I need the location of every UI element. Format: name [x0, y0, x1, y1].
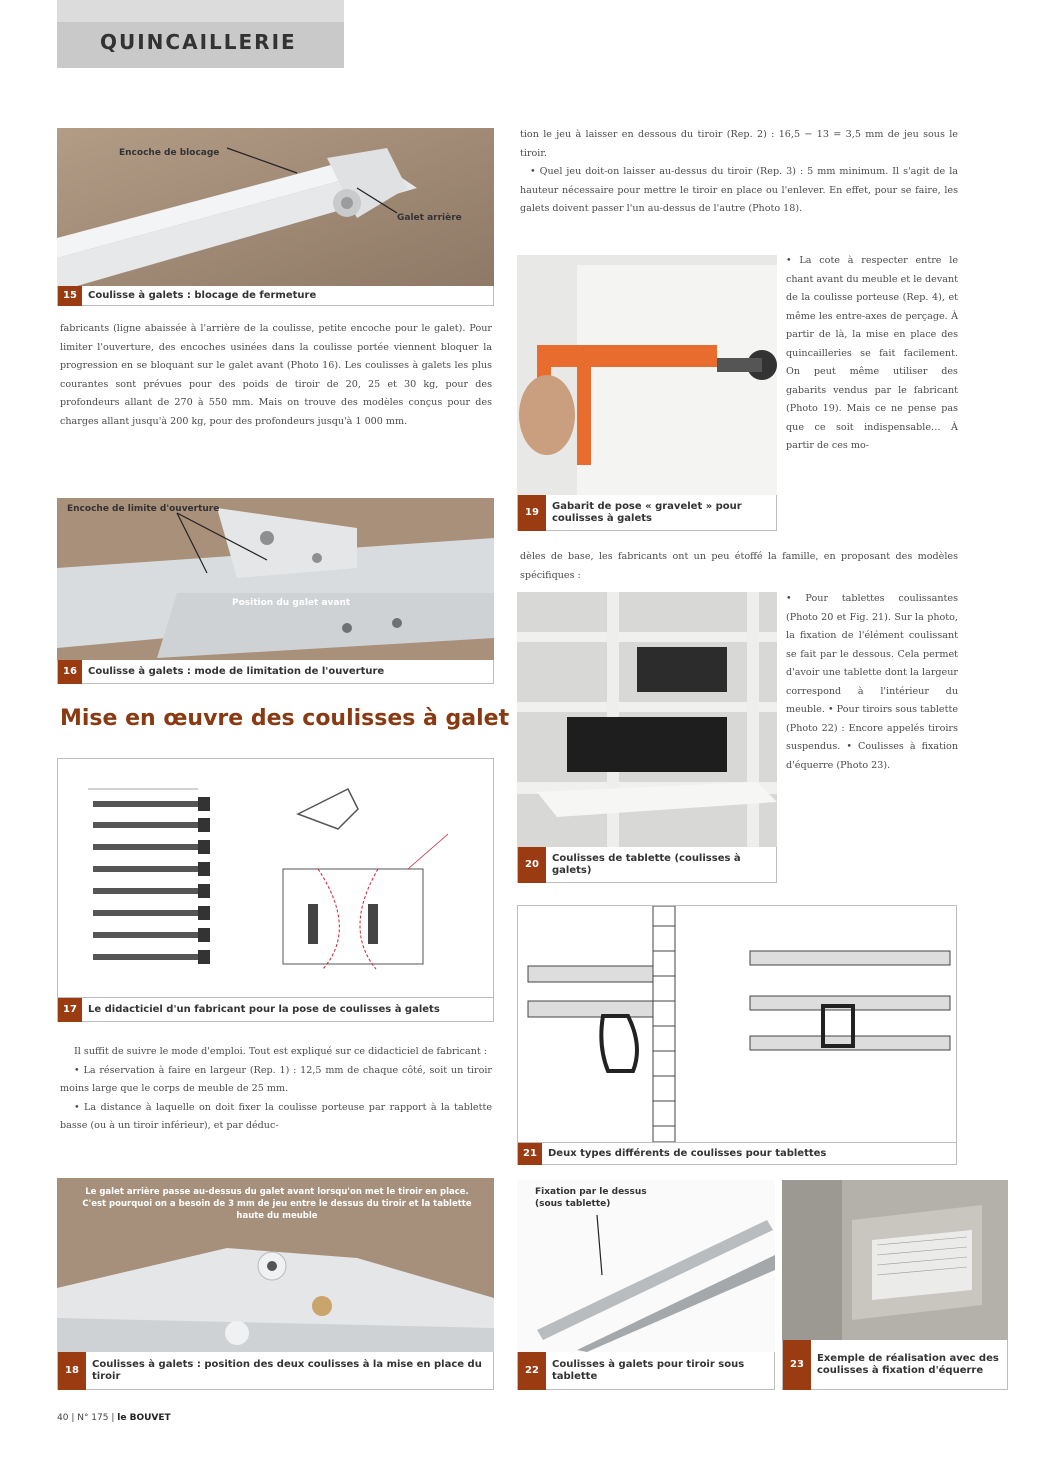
figure-number: 16 — [58, 660, 82, 684]
label-position-galet: Position du galet avant — [232, 598, 351, 608]
overlay-text: Le galet arrière passe au-dessus du galet avant lorsqu'on met le tiroir en place. C'est pourquoi on a besoin de 3 mm de jeu entre le dessus du tiroir et la tablette haute du meuble — [82, 1187, 472, 1221]
issue-number: N° 175 — [77, 1413, 109, 1423]
paragraph: tion le jeu à laisser en dessous du tiroir (Rep. 2) : 16,5 − 13 = 3,5 mm de jeu sous le tiroir. — [520, 129, 958, 159]
caption-18 — [57, 1352, 494, 1390]
section-title: Mise en œuvre des coulisses à galet — [60, 706, 510, 731]
caption-text: Le didacticiel d'un fabricant pour la pose de coulisses à galets — [88, 1003, 440, 1015]
caption-19 — [517, 495, 777, 531]
caption-17 — [57, 998, 494, 1022]
right-text-2 — [786, 252, 958, 456]
caption-text: Coulisse à galets : blocage de fermeture — [88, 289, 317, 301]
label-galet-arriere: Galet arrière — [397, 213, 462, 223]
paragraph: • La distance à laquelle on doit fixer la coulisse porteuse par rapport à la tablette basse (ou à un tiroir inférieur), et par déduc- — [60, 1101, 492, 1131]
figure-number: 22 — [518, 1352, 546, 1390]
caption-16 — [57, 660, 494, 684]
page-footer: 40 | N° 175 | le BOUVET — [57, 1413, 171, 1423]
paragraph: • Pour tablettes coulissantes (Photo 20 et Fig. 21). Sur la photo, la fixation de l'élément coulissant se fait par le dessous. Cela permet d'avoir une tablette dont la largeur correspond à l'intérieur du meuble. • Pour tiroirs sous tablette (Photo 22) : Encore appelés tiroirs suspendus. • Coulisses à fixation d'équerre (Photo 23). — [786, 593, 958, 771]
figure-number: 23 — [783, 1340, 811, 1390]
right-text-4 — [786, 590, 958, 775]
caption-text: Coulisse à galets : mode de limitation de l'ouverture — [88, 665, 385, 677]
photo-23 — [782, 1180, 1008, 1340]
caption-text: Coulisses à galets pour tiroir sous tablette — [552, 1358, 745, 1382]
photo-22 — [517, 1180, 775, 1352]
paragraph: dèles de base, les fabricants ont un peu étoffé la famille, en proposant des modèles spécifiques : — [520, 551, 958, 581]
figure-number: 21 — [518, 1143, 542, 1165]
photo-15 — [57, 128, 494, 286]
label-fixation-dessus: Fixation par le dessus (sous tablette) — [535, 1187, 647, 1209]
figure-number: 18 — [58, 1352, 86, 1390]
figure-21-diagram — [517, 905, 957, 1143]
label-encoche-limite: Encoche de limite d'ouverture — [67, 504, 220, 514]
photo-16 — [57, 498, 494, 660]
paragraph: fabricants (ligne abaissée à l'arrière de la coulisse, petite encoche pour le galet). Pour limiter l'ouverture, des encoches usinées dans la coulisse portée viennent bloquer la progression en se bloquant sur le galet avant (Photo 16). Les coulisses à galets les plus courantes sont prévues pour des poids de tiroir de 20, 25 et 30 kg, pour des profondeurs allant de 270 à 550 mm. Mais on trouve des modèles conçus pour des charges allant jusqu'à 200 kg, pour des profondeurs jusqu'à 1 000 mm. — [60, 323, 492, 427]
paragraph: Il suffit de suivre le mode d'emploi. Tout est expliqué sur ce didacticiel de fabricant : — [74, 1046, 488, 1057]
magazine-brand: le BOUVET — [117, 1413, 171, 1423]
paragraph: • La réservation à faire en largeur (Rep. 1) : 12,5 mm de chaque côté, soit un tiroir moins large que le corps de meuble de 25 mm. — [60, 1064, 492, 1094]
left-text-1 — [60, 320, 492, 431]
figure-number: 17 — [58, 998, 82, 1022]
left-text-2 — [60, 1043, 492, 1136]
figure-number: 20 — [518, 847, 546, 883]
caption-15 — [57, 286, 494, 306]
photo-18 — [57, 1178, 494, 1352]
label-encoche-blocage: Encoche de blocage — [119, 148, 220, 158]
caption-text: Coulisses de tablette (coulisses à galets) — [552, 852, 741, 876]
caption-text: Deux types différents de coulisses pour tablettes — [548, 1147, 827, 1159]
photo-19 — [517, 255, 777, 495]
page-number: 40 — [57, 1413, 69, 1423]
right-text-3 — [520, 548, 958, 585]
caption-text: Coulisses à galets : position des deux coulisses à la mise en place du tiroir — [92, 1358, 482, 1382]
figure-17-diagram — [57, 758, 494, 998]
caption-20 — [517, 847, 777, 883]
figure-number: 19 — [518, 495, 546, 531]
rubric-title: QUINCAILLERIE — [100, 30, 297, 54]
paragraph: • Quel jeu doit-on laisser au-dessus du tiroir (Rep. 3) : 5 mm minimum. Il s'agit de la hauteur nécessaire pour mettre le tiroir en place ou l'enlever. En effet, pour se faire, les galets doivent passer l'un au-dessus de l'autre (Photo 18). — [520, 166, 958, 214]
caption-23 — [782, 1340, 1008, 1390]
caption-text: Gabarit de pose « gravelet » pour coulisses à galets — [552, 500, 742, 524]
caption-21 — [517, 1143, 957, 1165]
photo-20 — [517, 592, 777, 847]
caption-text: Exemple de réalisation avec des coulisses à fixation d'équerre — [817, 1352, 999, 1376]
right-text-1 — [520, 126, 958, 219]
caption-22 — [517, 1352, 775, 1390]
figure-number: 15 — [58, 286, 82, 306]
paragraph: • La cote à respecter entre le chant avant du meuble et le devant de la coulisse porteuse (Rep. 4), et même les entre-axes de perçage. À partir de là, la mise en place des quincailleries se fait facilement. On peut même utiliser des gabarits vendus par le fabricant (Photo 19). Mais ce ne pense pas que ce soit indispensable… À partir de ces mo- — [786, 255, 958, 451]
